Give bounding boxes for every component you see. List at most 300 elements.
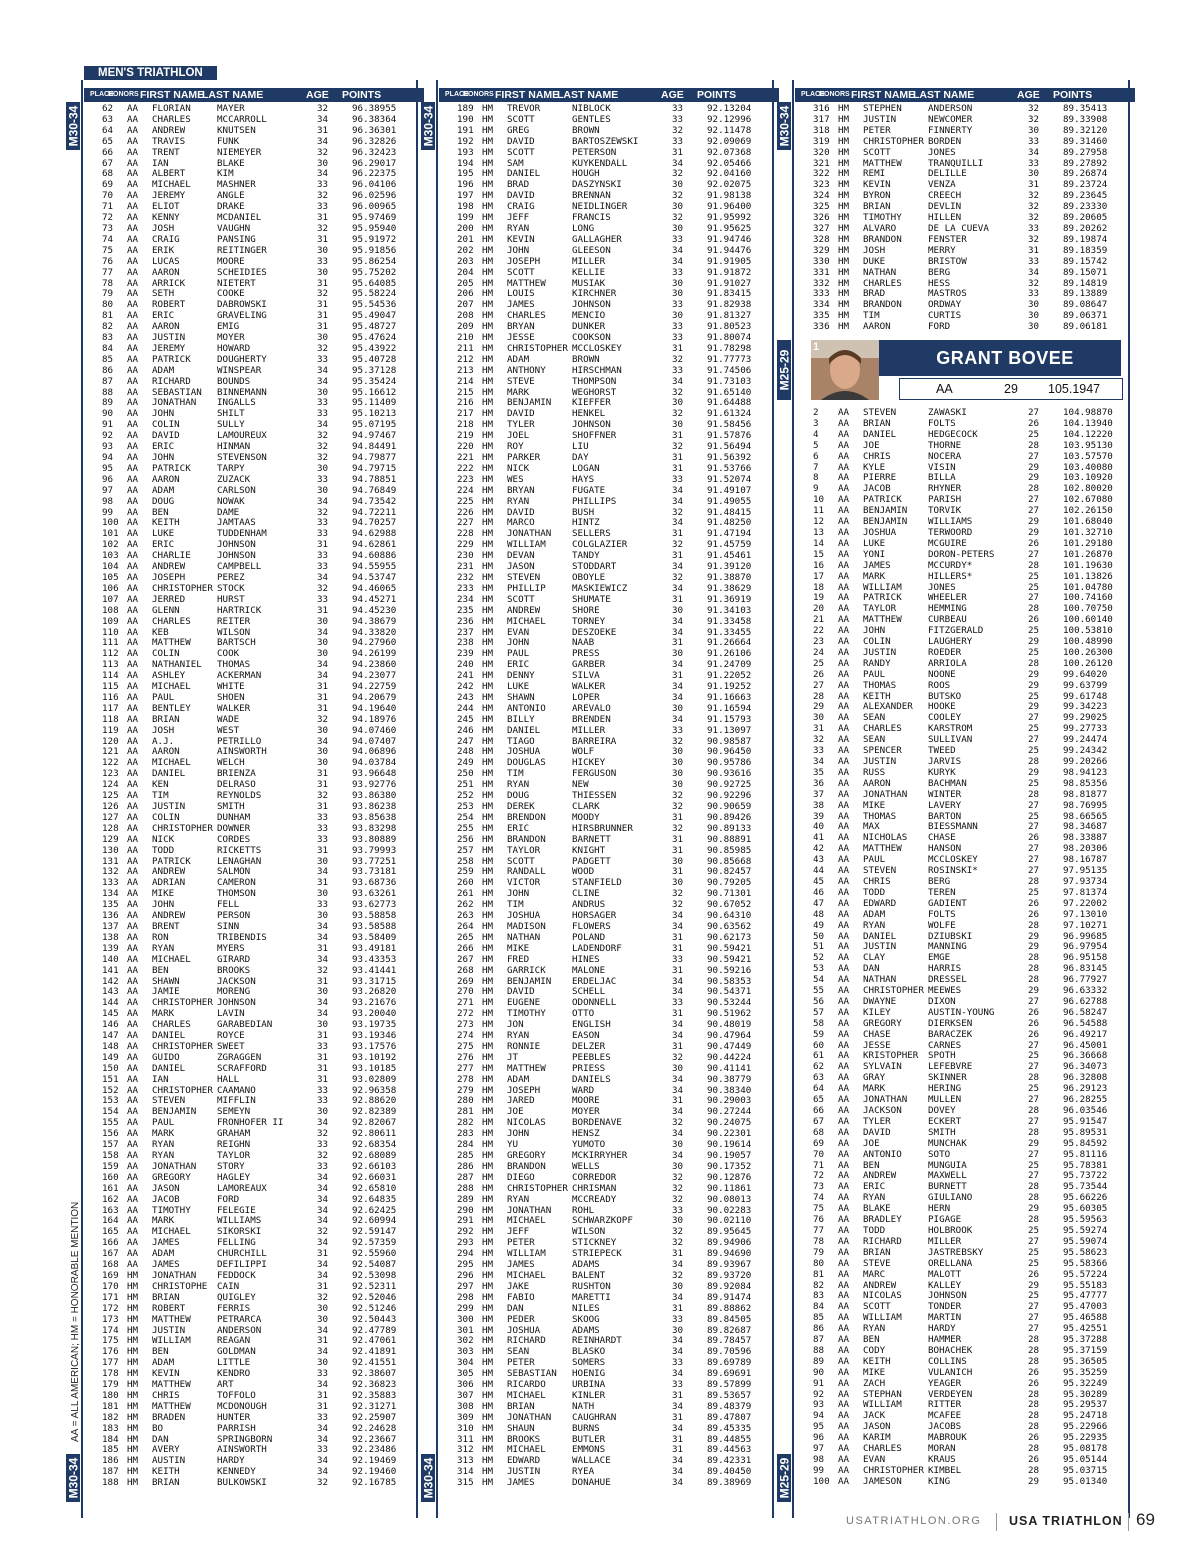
first-name-cell: JAMES <box>507 1477 535 1489</box>
points-cell: 104.98870 <box>1063 407 1113 418</box>
last-name-cell: KIMBEL <box>928 1464 962 1476</box>
age-cell: 31 <box>672 964 684 976</box>
last-name-cell: WALLACE <box>572 1455 611 1467</box>
age-cell: 27 <box>1028 1312 1040 1324</box>
age-cell: 27 <box>1028 1148 1040 1160</box>
last-name-cell: SMITH <box>217 801 245 812</box>
first-name-cell: ELIOT <box>152 201 180 213</box>
last-name-cell: DZIUBSKI <box>928 930 973 942</box>
age-cell: 31 <box>317 1280 329 1292</box>
last-name-cell: MCDANIEL <box>217 212 262 224</box>
place-cell: 180 <box>102 1389 119 1401</box>
first-name-cell: JUSTIN <box>507 1466 541 1478</box>
age-cell: 32 <box>317 1150 329 1161</box>
points-cell: 93.58588 <box>352 920 397 932</box>
place-cell: 114 <box>102 670 119 682</box>
honors-cell: HM <box>482 626 494 638</box>
points-cell: 92.16785 <box>352 1477 397 1489</box>
honors-cell: AA <box>838 1290 850 1302</box>
points-cell: 91.95992 <box>707 212 752 224</box>
points-cell: 93.20040 <box>352 1008 397 1020</box>
honors-cell: AA <box>127 1051 139 1063</box>
first-name-cell: TODD <box>863 1224 886 1236</box>
age-cell: 31 <box>317 975 329 987</box>
first-name-cell: KENNY <box>152 212 180 224</box>
points-cell: 99.29025 <box>1063 712 1108 724</box>
last-name-cell: FERRIS <box>217 1302 251 1314</box>
honors-cell: HM <box>482 877 494 889</box>
first-name-cell: AARON <box>152 321 180 333</box>
place-cell: 134 <box>102 888 119 900</box>
place-cell: 206 <box>457 288 474 300</box>
honors-cell: HM <box>482 975 494 987</box>
header-first-name: FIRST NAME <box>495 89 560 101</box>
last-name-cell: MUNGUIA <box>928 1159 967 1171</box>
first-name-cell: YONI <box>863 548 886 560</box>
last-name-cell: PARISH <box>928 494 962 506</box>
honors-cell: AA <box>127 124 139 136</box>
place-cell: 112 <box>102 648 119 660</box>
age-cell: 28 <box>1028 1421 1040 1433</box>
honors-cell: HM <box>482 1062 494 1074</box>
points-cell: 91.33458 <box>707 615 752 627</box>
place-cell: 80 <box>102 299 114 311</box>
honors-cell: AA <box>838 919 850 931</box>
points-cell: 93.86238 <box>352 801 397 812</box>
first-name-cell: BENJAMIN <box>152 1106 197 1118</box>
place-cell: 53 <box>813 963 825 975</box>
first-name-cell: TIMOTHY <box>507 1008 546 1020</box>
honors-cell: AA <box>127 920 139 932</box>
place-cell: 91 <box>813 1377 825 1389</box>
last-name-cell: BIESSMANN <box>928 821 978 833</box>
last-name-cell: DEFILIPPI <box>217 1259 267 1271</box>
age-cell: 30 <box>672 768 684 780</box>
points-cell: 93.58409 <box>352 931 397 943</box>
header-points: POINTS <box>342 89 382 101</box>
honors-cell: AA <box>127 1150 139 1161</box>
age-cell: 33 <box>317 353 329 365</box>
first-name-cell: DEREK <box>507 801 535 812</box>
place-cell: 263 <box>457 910 474 922</box>
first-name-cell: JACKSON <box>863 1105 902 1116</box>
place-cell: 267 <box>457 953 474 965</box>
last-name-cell: SMITH <box>928 1126 956 1138</box>
honors-cell: HM <box>127 1269 139 1281</box>
last-name-cell: ECKERT <box>928 1115 962 1127</box>
first-name-cell: A.J. <box>152 735 175 747</box>
first-name-cell: ANDREW <box>863 1279 897 1291</box>
age-cell: 33 <box>1028 157 1040 169</box>
honors-cell: HM <box>482 1226 494 1238</box>
place-cell: 136 <box>102 910 119 922</box>
last-name-cell: ANDERSON <box>217 1324 262 1336</box>
points-cell: 97.95135 <box>1063 865 1108 877</box>
age-cell: 32 <box>672 1237 684 1249</box>
place-cell: 244 <box>457 702 474 714</box>
age-cell: 25 <box>1028 1050 1040 1062</box>
points-cell: 89.38969 <box>707 1477 752 1489</box>
honors-cell: AA <box>127 866 139 878</box>
honors-cell: HM <box>482 1019 494 1031</box>
last-name-cell: ERDELJAC <box>572 975 617 987</box>
age-cell: 31 <box>317 212 329 224</box>
age-cell: 27 <box>1028 843 1040 855</box>
first-name-cell: EDWARD <box>863 897 897 909</box>
last-name-cell: MCAFEE <box>928 1410 962 1422</box>
points-cell: 95.86254 <box>352 255 397 267</box>
points-cell: 91.45759 <box>707 539 752 551</box>
last-name-cell: MOYER <box>572 1106 600 1118</box>
points-cell: 92.38607 <box>352 1368 397 1380</box>
last-name-cell: HILLEN <box>928 212 962 224</box>
place-cell: 10 <box>813 494 825 506</box>
age-cell: 28 <box>1028 559 1040 571</box>
header-place: PLACE <box>445 91 469 98</box>
last-name-cell: CORDES <box>217 833 251 845</box>
place-cell: 150 <box>102 1062 119 1074</box>
points-cell: 94.76849 <box>352 484 397 496</box>
place-cell: 129 <box>102 833 119 845</box>
last-name-cell: HICKEY <box>572 757 606 769</box>
points-cell: 100.48990 <box>1063 636 1113 648</box>
place-cell: 217 <box>457 408 474 420</box>
age-cell: 28 <box>1028 1410 1040 1422</box>
points-cell: 94.27960 <box>352 637 397 649</box>
honors-cell: HM <box>482 1422 494 1434</box>
last-name-cell: EASON <box>572 1030 600 1042</box>
first-name-cell: JOEL <box>507 430 530 442</box>
last-name-cell: KUYKENDALL <box>572 157 628 169</box>
honors-cell: AA <box>127 790 139 802</box>
first-name-cell: MATTHEW <box>152 1313 191 1325</box>
place-cell: 86 <box>813 1323 825 1335</box>
age-cell: 32 <box>317 1291 329 1303</box>
last-name-cell: WEST <box>217 724 240 736</box>
last-name-cell: BUTLER <box>572 1433 606 1445</box>
first-name-cell: SEBASTIAN <box>152 386 202 398</box>
last-name-cell: TARPY <box>217 462 245 474</box>
last-name-cell: FELLING <box>217 1237 256 1249</box>
first-name-cell: MICHAEL <box>507 1215 546 1227</box>
points-cell: 95.30289 <box>1063 1388 1108 1400</box>
first-name-cell: ERIK <box>152 244 175 256</box>
age-cell: 31 <box>317 702 329 714</box>
last-name-cell: LENAGHAN <box>217 855 262 867</box>
place-cell: 87 <box>813 1334 825 1346</box>
age-cell: 25 <box>1028 1159 1040 1171</box>
last-name-cell: BULKOWSKI <box>217 1477 267 1489</box>
first-name-cell: BILLY <box>507 713 535 725</box>
age-cell: 30 <box>317 1019 329 1031</box>
last-name-cell: REIGHN <box>217 1139 251 1151</box>
age-cell: 29 <box>1028 701 1040 713</box>
last-name-cell: KNIGHT <box>572 844 606 856</box>
age-cell: 32 <box>317 342 329 354</box>
first-name-cell: DAVID <box>507 986 535 998</box>
place-cell: 193 <box>457 146 474 158</box>
points-cell: 102.26150 <box>1063 505 1113 517</box>
first-name-cell: TYLER <box>863 1115 891 1127</box>
points-cell: 92.31271 <box>352 1400 397 1412</box>
points-cell: 90.29003 <box>707 1095 752 1107</box>
age-cell: 28 <box>1028 1443 1040 1455</box>
first-name-cell: ADAM <box>507 353 530 365</box>
points-cell: 93.21676 <box>352 997 397 1009</box>
first-name-cell: DANIEL <box>152 1030 186 1042</box>
age-group-tab: M30-34 <box>66 102 80 150</box>
age-cell: 34 <box>317 168 329 180</box>
last-name-cell: MAYER <box>217 103 245 114</box>
points-cell: 89.70596 <box>707 1346 752 1358</box>
honors-cell: AA <box>838 1464 850 1476</box>
age-cell: 34 <box>672 1030 684 1042</box>
place-cell: 19 <box>813 592 825 604</box>
place-cell: 59 <box>813 1028 825 1040</box>
last-name-cell: PIGAGE <box>928 1214 962 1226</box>
last-name-cell: BARTSCH <box>217 637 256 649</box>
last-name-cell: MALONE <box>572 964 606 976</box>
age-cell: 33 <box>672 233 684 245</box>
place-cell: 93 <box>813 1399 825 1411</box>
honors-cell: AA <box>838 1181 850 1193</box>
points-cell: 92.68354 <box>352 1139 397 1151</box>
place-cell: 84 <box>102 342 114 354</box>
honors-cell: HM <box>482 462 494 474</box>
first-name-cell: DIEGO <box>507 1171 535 1183</box>
last-name-cell: GENTLES <box>572 113 611 125</box>
points-cell: 95.48727 <box>352 321 397 333</box>
place-cell: 288 <box>457 1182 474 1194</box>
first-name-cell: RANDALL <box>507 866 546 878</box>
points-cell: 89.47807 <box>707 1411 752 1423</box>
honors-cell: HM <box>838 288 850 300</box>
first-name-cell: MATTHEW <box>863 157 902 169</box>
place-cell: 5 <box>813 439 819 451</box>
place-cell: 166 <box>102 1237 119 1249</box>
honors-cell: HM <box>482 288 494 300</box>
points-cell: 94.26199 <box>352 648 397 660</box>
honors-cell: HM <box>482 899 494 911</box>
points-cell: 89.20262 <box>1063 222 1108 234</box>
first-name-cell: ADAM <box>507 1073 530 1085</box>
age-cell: 28 <box>1028 952 1040 964</box>
last-name-cell: TANDY <box>572 550 600 562</box>
place-cell: 43 <box>813 854 825 866</box>
honors-cell: HM <box>482 953 494 965</box>
honors-cell: AA <box>127 1139 139 1151</box>
place-cell: 289 <box>457 1193 474 1205</box>
footer-url[interactable]: USATRIATHLON.ORG <box>846 1515 982 1527</box>
last-name-cell: DELILLE <box>928 168 967 180</box>
points-cell: 89.88862 <box>707 1302 752 1314</box>
first-name-cell: DAVID <box>507 190 535 202</box>
honors-cell: AA <box>838 1214 850 1226</box>
last-name-cell: ROEDER <box>928 646 962 658</box>
first-name-cell: PETER <box>507 1237 535 1249</box>
place-cell: 331 <box>813 266 830 278</box>
place-cell: 307 <box>457 1389 474 1401</box>
last-name-cell: JARVIS <box>928 756 962 767</box>
honors-cell: AA <box>127 452 139 463</box>
last-name-cell: BORDEN <box>928 135 962 147</box>
last-name-cell: FITZGERALD <box>928 625 984 637</box>
place-cell: 133 <box>102 877 119 889</box>
last-name-cell: SINN <box>217 920 240 932</box>
first-name-cell: JAMES <box>863 559 891 571</box>
honors-cell: HM <box>127 1455 139 1467</box>
place-cell: 211 <box>457 342 474 354</box>
honors-cell: AA <box>127 146 139 158</box>
last-name-cell: NOONE <box>928 668 956 680</box>
place-cell: 181 <box>102 1400 119 1412</box>
first-name-cell: MADISON <box>507 920 546 932</box>
honors-cell: AA <box>838 1388 850 1400</box>
place-cell: 278 <box>457 1073 474 1085</box>
place-cell: 96 <box>102 473 114 485</box>
age-cell: 31 <box>317 1062 329 1074</box>
column-header <box>795 88 1135 102</box>
points-cell: 101.19630 <box>1063 559 1113 571</box>
last-name-cell: DORON-PETERS <box>928 548 995 560</box>
points-cell: 90.71301 <box>707 888 752 900</box>
last-name-cell: GLEESON <box>572 244 611 256</box>
place-cell: 173 <box>102 1313 119 1325</box>
points-cell: 92.35883 <box>352 1389 397 1401</box>
first-name-cell: SCOTT <box>507 593 535 605</box>
first-name-cell: AARON <box>152 746 180 758</box>
age-cell: 32 <box>317 964 329 976</box>
age-cell: 30 <box>317 332 329 344</box>
honors-cell: AA <box>127 899 139 911</box>
age-cell: 34 <box>1028 146 1040 158</box>
first-name-cell: NATHAN <box>863 974 897 986</box>
points-cell: 92.60994 <box>352 1215 397 1227</box>
first-name-cell: MATTHEW <box>507 277 546 289</box>
first-name-cell: MIKE <box>152 888 175 900</box>
honors-cell: AA <box>127 473 139 485</box>
place-cell: 131 <box>102 855 119 867</box>
age-cell: 30 <box>317 746 329 758</box>
points-cell: 89.15742 <box>1063 255 1108 267</box>
first-name-cell: MIKE <box>507 942 530 954</box>
honors-cell: AA <box>127 561 139 573</box>
honors-cell: AA <box>838 1377 850 1389</box>
honors-cell: AA <box>838 974 850 986</box>
last-name-cell: PARRISH <box>217 1422 256 1434</box>
footer-brand: USA TRIATHLON <box>1009 1514 1123 1528</box>
points-cell: 91.82938 <box>707 299 752 311</box>
first-name-cell: TODD <box>863 886 886 898</box>
place-cell: 113 <box>102 659 119 671</box>
points-cell: 94.07407 <box>352 735 397 747</box>
last-name-cell: MCCURDY* <box>928 559 973 571</box>
honors-cell: HM <box>482 1160 494 1172</box>
honors-cell: AA <box>838 690 850 702</box>
age-cell: 34 <box>672 659 684 671</box>
age-cell: 33 <box>1028 135 1040 147</box>
points-cell: 101.32710 <box>1063 526 1113 538</box>
points-cell: 92.19469 <box>352 1455 397 1467</box>
honors-cell: AA <box>127 713 139 725</box>
points-cell: 102.67080 <box>1063 494 1113 506</box>
age-cell: 32 <box>672 822 684 834</box>
first-name-cell: MICHAEL <box>152 179 191 191</box>
points-cell: 92.88620 <box>352 1095 397 1107</box>
points-cell: 95.84592 <box>1063 1137 1108 1149</box>
last-name-cell: HARDY <box>217 1455 245 1467</box>
first-name-cell: DAN <box>863 963 880 975</box>
honors-cell: AA <box>127 201 139 213</box>
place-cell: 65 <box>102 135 114 147</box>
honors-cell: AA <box>127 931 139 943</box>
place-cell: 6 <box>813 450 819 462</box>
first-name-cell: KEN <box>152 779 169 791</box>
age-cell: 34 <box>317 375 329 387</box>
first-name-cell: CHRISTOPHER <box>863 985 924 997</box>
first-name-cell: TYLER <box>507 419 535 431</box>
age-cell: 26 <box>1028 1377 1040 1389</box>
place-cell: 78 <box>813 1235 825 1247</box>
first-name-cell: JOHN <box>863 625 886 637</box>
first-name-cell: RANDY <box>863 657 891 669</box>
place-cell: 140 <box>102 953 119 965</box>
place-cell: 78 <box>102 277 114 289</box>
age-cell: 29 <box>1028 679 1040 691</box>
last-name-cell: CLINE <box>572 888 600 900</box>
place-cell: 68 <box>813 1126 825 1138</box>
column-header <box>84 88 424 102</box>
first-name-cell: JOSHUA <box>507 1324 541 1336</box>
last-name-cell: HUNTER <box>217 1411 251 1423</box>
place-cell: 247 <box>457 735 474 747</box>
age-cell: 30 <box>317 157 329 169</box>
points-cell: 90.59421 <box>707 953 752 965</box>
points-cell: 92.51246 <box>352 1302 397 1314</box>
points-cell: 99.64020 <box>1063 668 1108 680</box>
honors-cell: AA <box>127 1106 139 1118</box>
points-cell: 91.80523 <box>707 321 752 333</box>
place-cell: 201 <box>457 233 474 245</box>
last-name-cell: MOORE <box>217 255 245 267</box>
first-name-cell: JAMES <box>152 1259 180 1271</box>
place-cell: 87 <box>102 375 114 387</box>
place-cell: 209 <box>457 321 474 333</box>
points-cell: 103.10920 <box>1063 472 1113 484</box>
last-name-cell: KARSTROM <box>928 723 973 735</box>
points-cell: 95.40728 <box>352 353 397 365</box>
first-name-cell: STEPHEN <box>863 103 902 114</box>
age-group-tab: M30-34 <box>66 1454 80 1502</box>
honors-cell: HM <box>482 430 494 442</box>
place-cell: 248 <box>457 746 474 758</box>
last-name-cell: ODONNELL <box>572 997 617 1009</box>
first-name-cell: RYAN <box>863 919 886 931</box>
first-name-cell: PIERRE <box>863 472 897 484</box>
points-cell: 94.22759 <box>352 681 397 693</box>
honors-cell: HM <box>482 321 494 333</box>
last-name-cell: REITER <box>217 615 251 627</box>
points-cell: 95.47777 <box>1063 1290 1108 1302</box>
winner-name: GRANT BOVEE <box>936 348 1074 368</box>
first-name-cell: NICK <box>507 462 530 474</box>
honors-cell: HM <box>482 146 494 158</box>
points-cell: 94.62988 <box>352 528 397 540</box>
footer-divider <box>996 1513 997 1531</box>
age-cell: 29 <box>1028 1137 1040 1149</box>
points-cell: 97.93734 <box>1063 875 1108 887</box>
first-name-cell: BO <box>152 1422 164 1434</box>
